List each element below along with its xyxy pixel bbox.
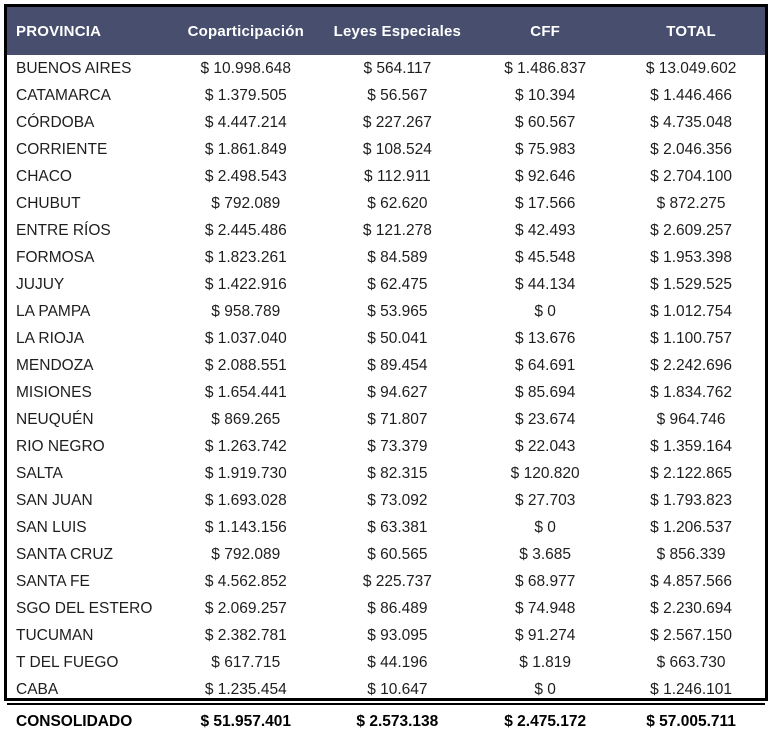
provinces-table-frame [4, 4, 768, 730]
header-row [7, 7, 765, 55]
cff-cell: $ 74.948 [514, 599, 576, 617]
cff-cell: $ 75.983 [514, 140, 576, 158]
coparticipacion-cell: $ 869.265 [211, 410, 281, 428]
leyes-especiales-cell: $ 227.267 [362, 113, 432, 131]
table-row [7, 514, 765, 541]
total-cell: $ 663.730 [656, 653, 726, 671]
total-cell: $ 2.242.696 [650, 356, 733, 374]
province-cell: RIO NEGRO [16, 437, 105, 455]
total-cell: $ 1.100.757 [650, 329, 733, 347]
cff-cell: $ 13.676 [514, 329, 576, 347]
provinces-table [7, 7, 765, 739]
total-cell: $ 2.609.257 [650, 221, 733, 239]
coparticipacion-cell: $ 2.088.551 [204, 356, 287, 374]
leyes-especiales-cell: $ 108.524 [362, 140, 432, 158]
cff-cell: $ 92.646 [514, 167, 576, 185]
cff-cell: $ 0 [534, 680, 556, 698]
table-row [7, 163, 765, 190]
cff-cell: $ 44.134 [514, 275, 576, 293]
coparticipacion-cell: $ 792.089 [211, 194, 281, 212]
coparticipacion-cell: $ 1.919.730 [204, 464, 287, 482]
table-row [7, 649, 765, 676]
leyes-especiales-cell: $ 63.381 [367, 518, 428, 536]
province-cell: CORRIENTE [16, 140, 108, 158]
total-cell: $ 4.735.048 [650, 113, 733, 131]
table-row [7, 352, 765, 379]
leyes-especiales-cell: $ 56.567 [367, 86, 428, 104]
province-cell: SALTA [16, 464, 63, 482]
province-cell: SAN LUIS [16, 518, 87, 536]
table-row [7, 217, 765, 244]
table-row [7, 622, 765, 649]
table-body [7, 55, 765, 704]
coparticipacion-cell: $ 1.235.454 [204, 680, 287, 698]
consolidado-row [7, 704, 765, 739]
leyes-especiales-cell: $ 71.807 [367, 410, 428, 428]
total-cell: $ 1.206.537 [650, 518, 733, 536]
cff-cell: $ 3.685 [519, 545, 572, 563]
province-cell: FORMOSA [16, 248, 95, 266]
coparticipacion-cell: $ 1.143.156 [204, 518, 287, 536]
consolidado-leyes-especiales: $ 2.573.138 [322, 704, 474, 739]
table-row [7, 676, 765, 704]
consolidado-coparticipacion: $ 51.957.401 [170, 704, 322, 739]
consolidado-label: CONSOLIDADO [7, 704, 170, 739]
province-cell: LA PAMPA [16, 302, 91, 320]
province-cell: CHACO [16, 167, 72, 185]
table-row [7, 568, 765, 595]
leyes-especiales-cell: $ 89.454 [367, 356, 428, 374]
total-cell: $ 1.793.823 [650, 491, 733, 509]
total-cell: $ 2.230.694 [650, 599, 733, 617]
table-footer [7, 704, 765, 739]
total-cell: $ 1.012.754 [650, 302, 733, 320]
cff-cell: $ 0 [534, 518, 556, 536]
table-row [7, 109, 765, 136]
province-cell: CATAMARCA [16, 86, 112, 104]
leyes-especiales-cell: $ 62.620 [367, 194, 428, 212]
table-row [7, 190, 765, 217]
cff-cell: $ 22.043 [514, 437, 576, 455]
table-row [7, 136, 765, 163]
coparticipacion-cell: $ 2.069.257 [204, 599, 287, 617]
table-row [7, 460, 765, 487]
table-row [7, 433, 765, 460]
total-cell: $ 1.529.525 [650, 275, 733, 293]
cff-cell: $ 91.274 [514, 626, 576, 644]
province-cell: BUENOS AIRES [16, 59, 132, 77]
column-header-coparticipacion: Coparticipación [170, 7, 322, 55]
province-cell: SAN JUAN [16, 491, 93, 509]
province-cell: TUCUMAN [16, 626, 94, 644]
province-cell: CABA [16, 680, 59, 698]
province-cell: SANTA FE [16, 572, 90, 590]
column-header-cff: CFF [473, 7, 617, 55]
coparticipacion-cell: $ 1.823.261 [204, 248, 287, 266]
leyes-especiales-cell: $ 94.627 [367, 383, 428, 401]
total-cell: $ 1.953.398 [650, 248, 733, 266]
table-row [7, 244, 765, 271]
cff-cell: $ 10.394 [514, 86, 576, 104]
leyes-especiales-cell: $ 93.095 [367, 626, 428, 644]
table-row [7, 487, 765, 514]
column-header-leyes-especiales: Leyes Especiales [322, 7, 474, 55]
leyes-especiales-cell: $ 84.589 [367, 248, 428, 266]
coparticipacion-cell: $ 1.422.916 [204, 275, 287, 293]
consolidado-total: $ 57.005.711 [617, 704, 765, 739]
table-row [7, 541, 765, 568]
cff-cell: $ 42.493 [514, 221, 576, 239]
cff-cell: $ 1.486.837 [504, 59, 587, 77]
coparticipacion-cell: $ 1.263.742 [204, 437, 287, 455]
cff-cell: $ 27.703 [514, 491, 576, 509]
table-header [7, 7, 765, 55]
province-cell: JUJUY [16, 275, 65, 293]
total-cell: $ 1.359.164 [650, 437, 733, 455]
table-row [7, 55, 765, 82]
leyes-especiales-cell: $ 112.911 [364, 167, 431, 185]
total-cell: $ 2.567.150 [650, 626, 733, 644]
leyes-especiales-cell: $ 73.379 [367, 437, 428, 455]
coparticipacion-cell: $ 1.379.505 [204, 86, 287, 104]
province-cell: CÓRDOBA [16, 113, 95, 131]
total-cell: $ 4.857.566 [650, 572, 733, 590]
province-cell: T DEL FUEGO [16, 653, 119, 671]
leyes-especiales-cell: $ 60.565 [367, 545, 428, 563]
leyes-especiales-cell: $ 50.041 [367, 329, 428, 347]
column-header-total: TOTAL [617, 7, 765, 55]
table-row [7, 271, 765, 298]
coparticipacion-cell: $ 1.693.028 [204, 491, 287, 509]
leyes-especiales-cell: $ 10.647 [367, 680, 428, 698]
column-header-provincia: PROVINCIA [7, 7, 170, 55]
coparticipacion-cell: $ 617.715 [211, 653, 281, 671]
total-cell: $ 2.122.865 [650, 464, 733, 482]
province-cell: NEUQUÉN [16, 410, 94, 428]
coparticipacion-cell: $ 792.089 [211, 545, 281, 563]
coparticipacion-cell: $ 1.037.040 [204, 329, 287, 347]
leyes-especiales-cell: $ 44.196 [367, 653, 428, 671]
cff-cell: $ 45.548 [514, 248, 576, 266]
coparticipacion-cell: $ 4.447.214 [204, 113, 287, 131]
leyes-especiales-cell: $ 82.315 [367, 464, 428, 482]
leyes-especiales-cell: $ 121.278 [362, 221, 432, 239]
leyes-especiales-cell: $ 62.475 [367, 275, 428, 293]
total-cell: $ 1.446.466 [650, 86, 733, 104]
table-row [7, 325, 765, 352]
coparticipacion-cell: $ 958.789 [211, 302, 281, 320]
table-row [7, 595, 765, 622]
cff-cell: $ 60.567 [514, 113, 576, 131]
province-cell: SANTA CRUZ [16, 545, 114, 563]
coparticipacion-cell: $ 2.382.781 [204, 626, 287, 644]
cff-cell: $ 120.820 [510, 464, 580, 482]
coparticipacion-cell: $ 4.562.852 [204, 572, 287, 590]
table-row [7, 298, 765, 325]
cff-cell: $ 23.674 [514, 410, 576, 428]
province-cell: SGO DEL ESTERO [16, 599, 153, 617]
province-cell: ENTRE RÍOS [16, 221, 111, 239]
coparticipacion-cell: $ 1.654.441 [204, 383, 287, 401]
table-row [7, 82, 765, 109]
cff-cell: $ 85.694 [514, 383, 576, 401]
table-row [7, 406, 765, 433]
cff-cell: $ 68.977 [514, 572, 576, 590]
leyes-especiales-cell: $ 53.965 [367, 302, 428, 320]
total-cell: $ 1.834.762 [650, 383, 733, 401]
total-cell: $ 2.704.100 [650, 167, 733, 185]
cff-cell: $ 1.819 [519, 653, 572, 671]
leyes-especiales-cell: $ 86.489 [367, 599, 428, 617]
total-cell: $ 2.046.356 [650, 140, 733, 158]
total-cell: $ 964.746 [656, 410, 726, 428]
coparticipacion-cell: $ 2.445.486 [204, 221, 287, 239]
cff-cell: $ 0 [534, 302, 556, 320]
province-cell: MISIONES [16, 383, 92, 401]
consolidado-cff: $ 2.475.172 [473, 704, 617, 739]
leyes-especiales-cell: $ 73.092 [367, 491, 428, 509]
province-cell: CHUBUT [16, 194, 81, 212]
coparticipacion-cell: $ 1.861.849 [204, 140, 287, 158]
cff-cell: $ 17.566 [514, 194, 576, 212]
total-cell: $ 1.246.101 [650, 680, 733, 698]
cff-cell: $ 64.691 [514, 356, 576, 374]
province-cell: MENDOZA [16, 356, 94, 374]
total-cell: $ 856.339 [656, 545, 726, 563]
total-cell: $ 13.049.602 [645, 59, 737, 77]
leyes-especiales-cell: $ 564.117 [363, 59, 432, 77]
total-cell: $ 872.275 [656, 194, 726, 212]
leyes-especiales-cell: $ 225.737 [362, 572, 432, 590]
coparticipacion-cell: $ 10.998.648 [200, 59, 292, 77]
table-row [7, 379, 765, 406]
coparticipacion-cell: $ 2.498.543 [204, 167, 287, 185]
province-cell: LA RIOJA [16, 329, 85, 347]
